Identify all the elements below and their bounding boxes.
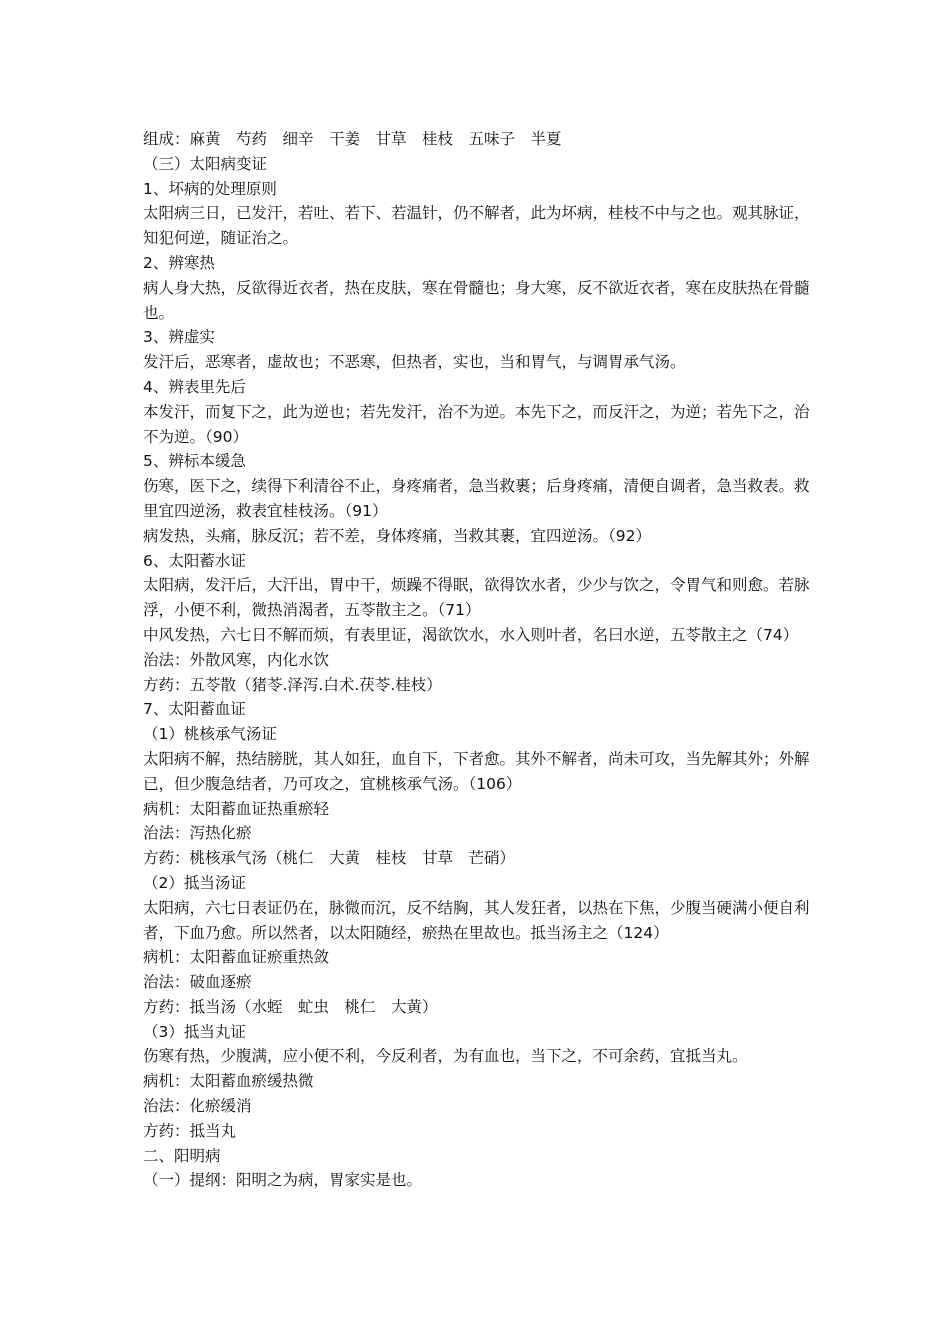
subsection-heading: 6、太阳蓄水证 [143, 551, 246, 570]
treatment-line: 治法：外散风寒，内化水饮 [143, 650, 330, 669]
sub-subsection-heading: （3）抵当丸证 [143, 1022, 246, 1041]
formula-line: 方药：抵当丸 [143, 1121, 237, 1140]
paragraph: 病发热，头痛，脉反沉；若不差，身体疼痛，当救其裹，宜四逆汤。（92） [143, 526, 651, 545]
chapter-heading: 二、阳明病 [143, 1146, 221, 1165]
paragraph: 太阳病，六七日表证仍在，脉微而沉，反不结胸，其人发狂者，以热在下焦，少腹当硬满小便自利者，下血乃愈。所以然者，以太阳随经，瘀热在里故也。抵当汤主之（124） [143, 898, 810, 942]
subsection-heading: 3、辨虚实 [143, 328, 215, 347]
formula-line: 方药：抵当汤（水蛭 虻虫 桃仁 大黄） [143, 997, 438, 1016]
paragraph: 病人身大热，反欲得近衣者，热在皮肤，寒在骨髓也；身大寒，反不欲近衣者，寒在皮肤热在骨髓也。 [143, 278, 810, 322]
subsection-heading: 1、坏病的处理原则 [143, 179, 277, 198]
paragraph: 伤寒，医下之，续得下利清谷不止，身疼痛者，急当救裹；后身疼痛，清便自调者，急当救表。救里宜四逆汤，救表宜桂枝汤。（91） [143, 477, 810, 520]
subsection-heading: 4、辨表里先后 [143, 377, 246, 396]
paragraph: 太阳病三日，已发汗，若吐、若下、若温针，仍不解者，此为坏病，桂枝不中与之也。观其脉证，知犯何逆，随证治之。 [143, 204, 810, 248]
formula-line: 方药：桃核承气汤（桃仁 大黄 桂枝 甘草 芒硝） [143, 849, 516, 868]
subsection-heading: 2、辨寒热 [143, 253, 215, 272]
paragraph: 发汗后，恶寒者，虚故也；不恶寒，但热者，实也，当和胃气，与调胃承气汤。 [143, 353, 686, 372]
treatment-line: 治法：化瘀缓消 [143, 1097, 252, 1116]
outline-line: （一）提纲：阳明之为病，胃家实是也。 [143, 1171, 423, 1190]
subsection-heading: 5、辨标本缓急 [143, 452, 246, 471]
sub-subsection-heading: （1）桃核承气汤证 [143, 725, 277, 744]
treatment-line: 治法：泻热化瘀 [143, 824, 252, 843]
pathogenesis-line: 病机：太阳蓄血证瘀重热敛 [143, 948, 330, 967]
formula-line: 方药：五苓散（猪苓.泽泻.白术.茯苓.桂枝） [143, 675, 442, 694]
pathogenesis-line: 病机：太阳蓄血瘀缓热微 [143, 1072, 314, 1091]
sub-subsection-heading: （2）抵当汤证 [143, 873, 246, 892]
paragraph: 太阳病不解，热结膀胱，其人如狂，血自下，下者愈。其外不解者，尚未可攻，当先解其外；外解已，但少腹急结者，乃可攻之，宜桃核承气汤。（106） [143, 749, 810, 793]
paragraph: 伤寒有热，少腹满，应小便不利，今反利者，为有血也，当下之，不可余药，宜抵当丸。 [143, 1047, 748, 1066]
pathogenesis-line: 病机：太阳蓄血证热重瘀轻 [143, 799, 330, 818]
composition-line: 组成：麻黄 芍药 细辛 干姜 甘草 桂枝 五味子 半夏 [143, 130, 562, 148]
paragraph: 中风发热，六七日不解而烦，有表里证，渴欲饮水，水入则叶者，名曰水逆，五苓散主之（74） [143, 625, 799, 644]
treatment-line: 治法：破血逐瘀 [143, 973, 252, 992]
paragraph: 太阳病，发汗后，大汗出，胃中干，烦躁不得眠，欲得饮水者，少少与饮之，令胃气和则愈。若脉浮，小便不利，微热消渴者，五苓散主之。（71） [143, 576, 810, 620]
document-page [143, 127, 813, 1193]
section-heading: （三）太阳病变证 [143, 154, 268, 173]
paragraph: 本发汗，而复下之，此为逆也；若先发汗，治不为逆。本先下之，而反汗之，为逆；若先下之，治不为逆。（90） [143, 402, 810, 446]
subsection-heading: 7、太阳蓄血证 [143, 700, 246, 719]
